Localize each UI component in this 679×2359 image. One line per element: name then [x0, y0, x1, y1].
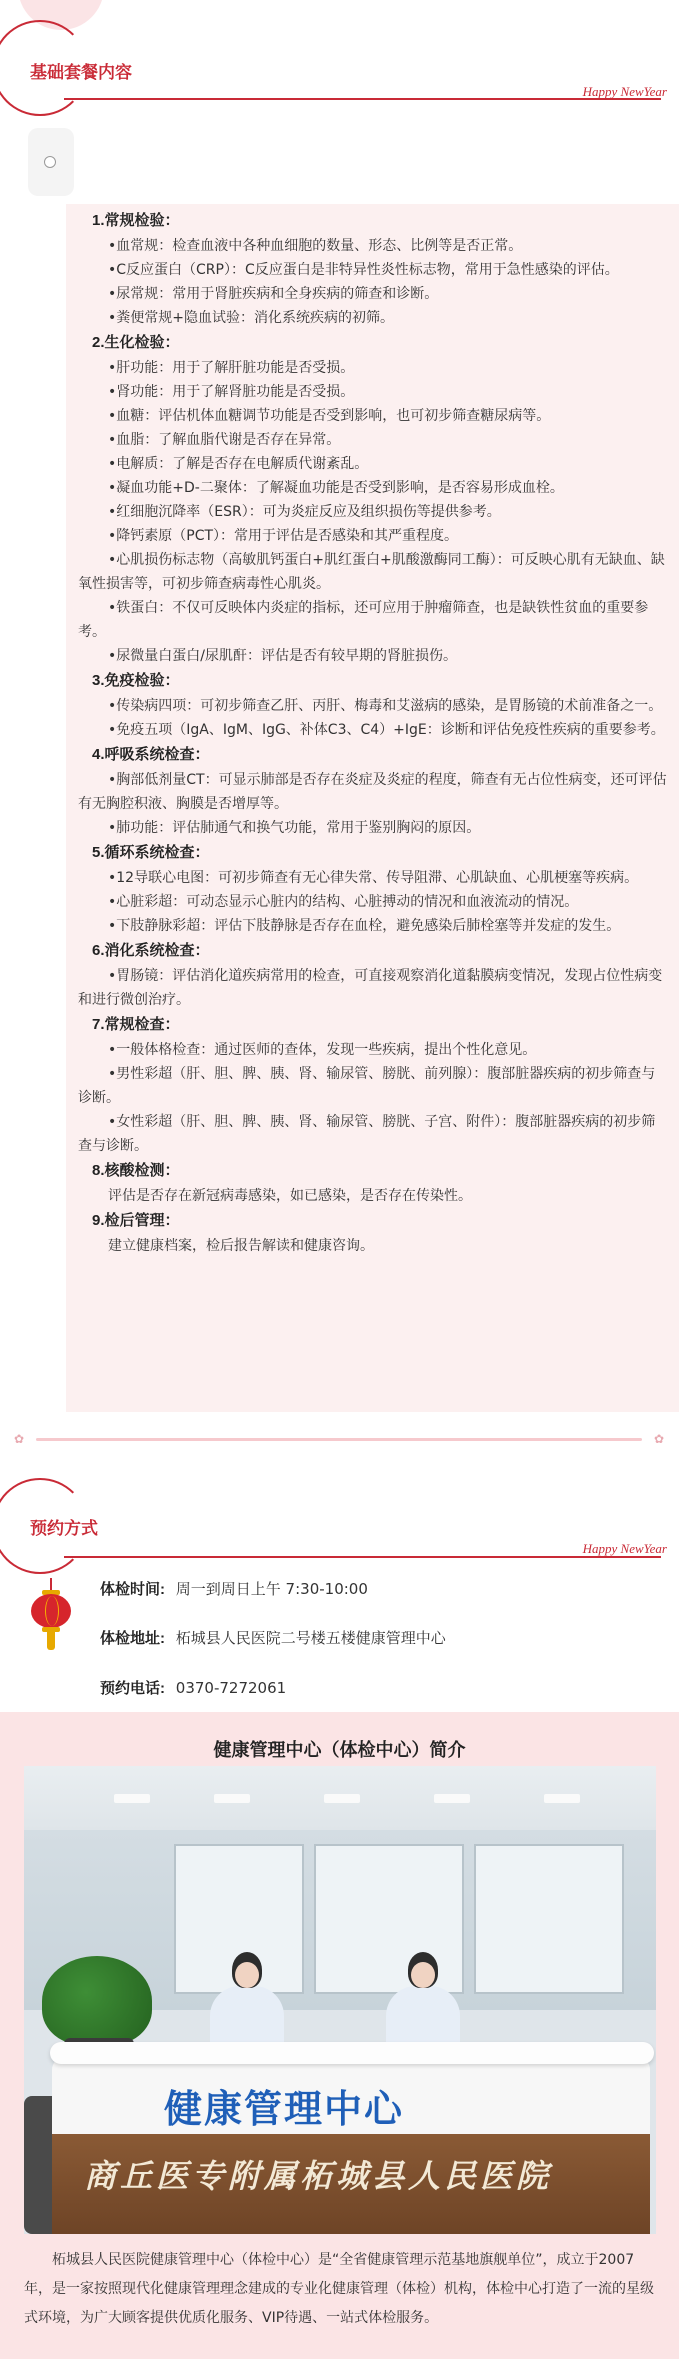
content-item: •胸部低剂量CT：可显示肺部是否存在炎症及炎症的程度，筛查有无占位性病变，还可评估有无胸腔积液、胸膜是否增厚等。 — [78, 772, 667, 812]
plant — [42, 1956, 152, 2046]
header-rule — [64, 98, 661, 100]
content-item: •男性彩超（肝、胆、脾、胰、肾、输尿管、膀胱、前列腺）：腹部脏器疾病的初步筛查与诊断。 — [78, 1066, 656, 1106]
reception-photo — [24, 1766, 656, 2234]
content-item: •尿微量白蛋白/尿肌酐：评估是否有较早期的肾脏损伤。 — [108, 648, 457, 664]
appointment-time-label: 体检时间: — [100, 1581, 165, 1598]
intro-title: 健康管理中心（体检中心）简介 — [213, 1740, 466, 1760]
content-item: 评估是否存在新冠病毒感染，如已感染，是否存在传染性。 — [108, 1188, 472, 1204]
lantern-icon — [28, 1578, 74, 1658]
package-content-list — [66, 204, 679, 1412]
content-heading: 2.生化检验： — [92, 334, 180, 351]
radio-icon[interactable] — [44, 156, 56, 168]
content-item: •降钙素原（PCT）：常用于评估是否感染和其严重程度。 — [108, 528, 459, 544]
content-item: •尿常规：常用于肾脏疾病和全身疾病的筛查和诊断。 — [108, 286, 439, 302]
content-item: •12导联心电图：可初步筛查有无心律失常、传导阻滞、心肌缺血、心肌梗塞等疾病。 — [108, 870, 639, 886]
hospital-name-sign: 商丘医专附属柘城县人民医院 — [84, 2157, 553, 2195]
flourish-right-icon: ✿ — [653, 1432, 664, 1446]
audio-card[interactable] — [28, 128, 74, 196]
content-item: •下肢静脉彩超：评估下肢静脉是否存在血栓，避免感染后肺栓塞等并发症的发生。 — [108, 918, 621, 934]
staff-person — [386, 1952, 460, 2056]
appointment-phone — [100, 1677, 286, 1700]
appointment-time — [100, 1578, 368, 1601]
content-item: •心脏彩超：可动态显示心脏内的结构、心脏搏动的情况和血液流动的情况。 — [108, 894, 579, 910]
content-heading: 4.呼吸系统检查： — [92, 746, 210, 763]
content-item: •血糖：评估机体血糖调节功能是否受到影响，也可初步筛查糖尿病等。 — [108, 408, 551, 424]
appointment-address-label: 体检地址: — [100, 1630, 165, 1647]
content-item: •铁蛋白：不仅可反映体内炎症的指标，还可应用于肿瘤筛查，也是缺铁性贫血的重要参考。 — [78, 600, 649, 640]
content-item: 建立健康档案，检后报告解读和健康咨询。 — [108, 1238, 374, 1254]
header-greeting: Happy NewYear — [582, 1541, 667, 1556]
appointment-phone-value[interactable]: 0370-7272061 — [175, 1679, 287, 1697]
appointment-phone-label: 预约电话: — [100, 1680, 165, 1697]
content-item: •肝功能：用于了解肝脏功能是否受损。 — [108, 360, 355, 376]
section-header-appointment — [0, 1458, 679, 1568]
appointment-address — [100, 1627, 446, 1650]
content-item: •一般体格检查：通过医师的查体，发现一些疾病，提出个性化意见。 — [108, 1042, 537, 1058]
section-title-package: 基础套餐内容 — [30, 63, 132, 82]
content-item: •肺功能：评估肺通气和换气功能，常用于鉴别胸闷的原因。 — [108, 820, 481, 836]
content-heading: 9.检后管理： — [92, 1212, 180, 1229]
intro-paragraph: 柘城县人民医院健康管理中心（体检中心）是“全省健康管理示范基地旗舰单位”，成立于2007年，是一家按照现代化健康管理理念建成的专业化健康管理（体检）机构，体检中心打造了一流的星级式环境，为广大顾客提供优质化服务、VIP待遇、一站式体检服务。 — [24, 2252, 654, 2326]
content-item: •心肌损伤标志物（高敏肌钙蛋白+肌红蛋白+肌酸激酶同工酶）：可反映心肌有无缺血、缺氧性损害等，可初步筛查病毒性心肌炎。 — [78, 552, 665, 592]
content-item: •凝血功能+D-二聚体：了解凝血功能是否受到影响，是否容易形成血栓。 — [108, 480, 564, 496]
content-heading: 1.常规检验： — [92, 212, 180, 229]
header-rule — [64, 1556, 661, 1558]
content-heading: 6.消化系统检查： — [92, 942, 210, 959]
content-item: •血常规：检查血液中各种血细胞的数量、形态、比例等是否正常。 — [108, 238, 523, 254]
content-item: •胃肠镜：评估消化道疾病常用的检查，可直接观察消化道黏膜病变情况，发现占位性病变和进行微创治疗。 — [78, 968, 663, 1008]
header-greeting: Happy NewYear — [582, 84, 667, 99]
content-item: •电解质：了解是否存在电解质代谢紊乱。 — [108, 456, 369, 472]
section-title-appointment: 预约方式 — [30, 1519, 98, 1538]
flourish-left-icon: ✿ — [14, 1432, 25, 1446]
content-heading: 5.循环系统检查： — [92, 844, 210, 861]
content-item: •粪便常规+隐血试验：消化系统疾病的初筛。 — [108, 310, 394, 326]
content-item: •女性彩超（肝、胆、脾、胰、肾、输尿管、膀胱、子宫、附件）：腹部脏器疾病的初步筛查与诊断。 — [78, 1114, 656, 1154]
content-item: •C反应蛋白（CRP）：C反应蛋白是非特异性炎性标志物，常用于急性感染的评估。 — [108, 262, 619, 278]
content-heading: 8.核酸检测： — [92, 1162, 180, 1179]
content-heading: 7.常规检查： — [92, 1016, 180, 1033]
section-header-package — [0, 0, 679, 110]
divider-bar — [36, 1438, 642, 1441]
content-heading: 3.免疫检验： — [92, 672, 180, 689]
content-item: •红细胞沉降率（ESR）：可为炎症反应及组织损伤等提供参考。 — [108, 504, 501, 520]
intro-section — [0, 1712, 679, 2359]
content-item: •血脂：了解血脂代谢是否存在异常。 — [108, 432, 341, 448]
staff-person — [210, 1952, 284, 2056]
appointment-address-value: 柘城县人民医院二号楼五楼健康管理中心 — [175, 1629, 446, 1647]
section-divider — [14, 1432, 664, 1446]
reception-sign: 健康管理中心 — [164, 2087, 405, 2131]
content-item: •免疫五项（IgA、IgM、IgG、补体C3、C4）+IgE：诊断和评估免疫性疾病的重要参考。 — [108, 722, 665, 738]
content-item: •肾功能：用于了解肾脏功能是否受损。 — [108, 384, 355, 400]
content-item: •传染病四项：可初步筛查乙肝、丙肝、梅毒和艾滋病的感染，是胃肠镜的术前准备之一。 — [108, 698, 663, 714]
appointment-time-value: 周一到周日上午 7:30-10:00 — [175, 1580, 368, 1598]
